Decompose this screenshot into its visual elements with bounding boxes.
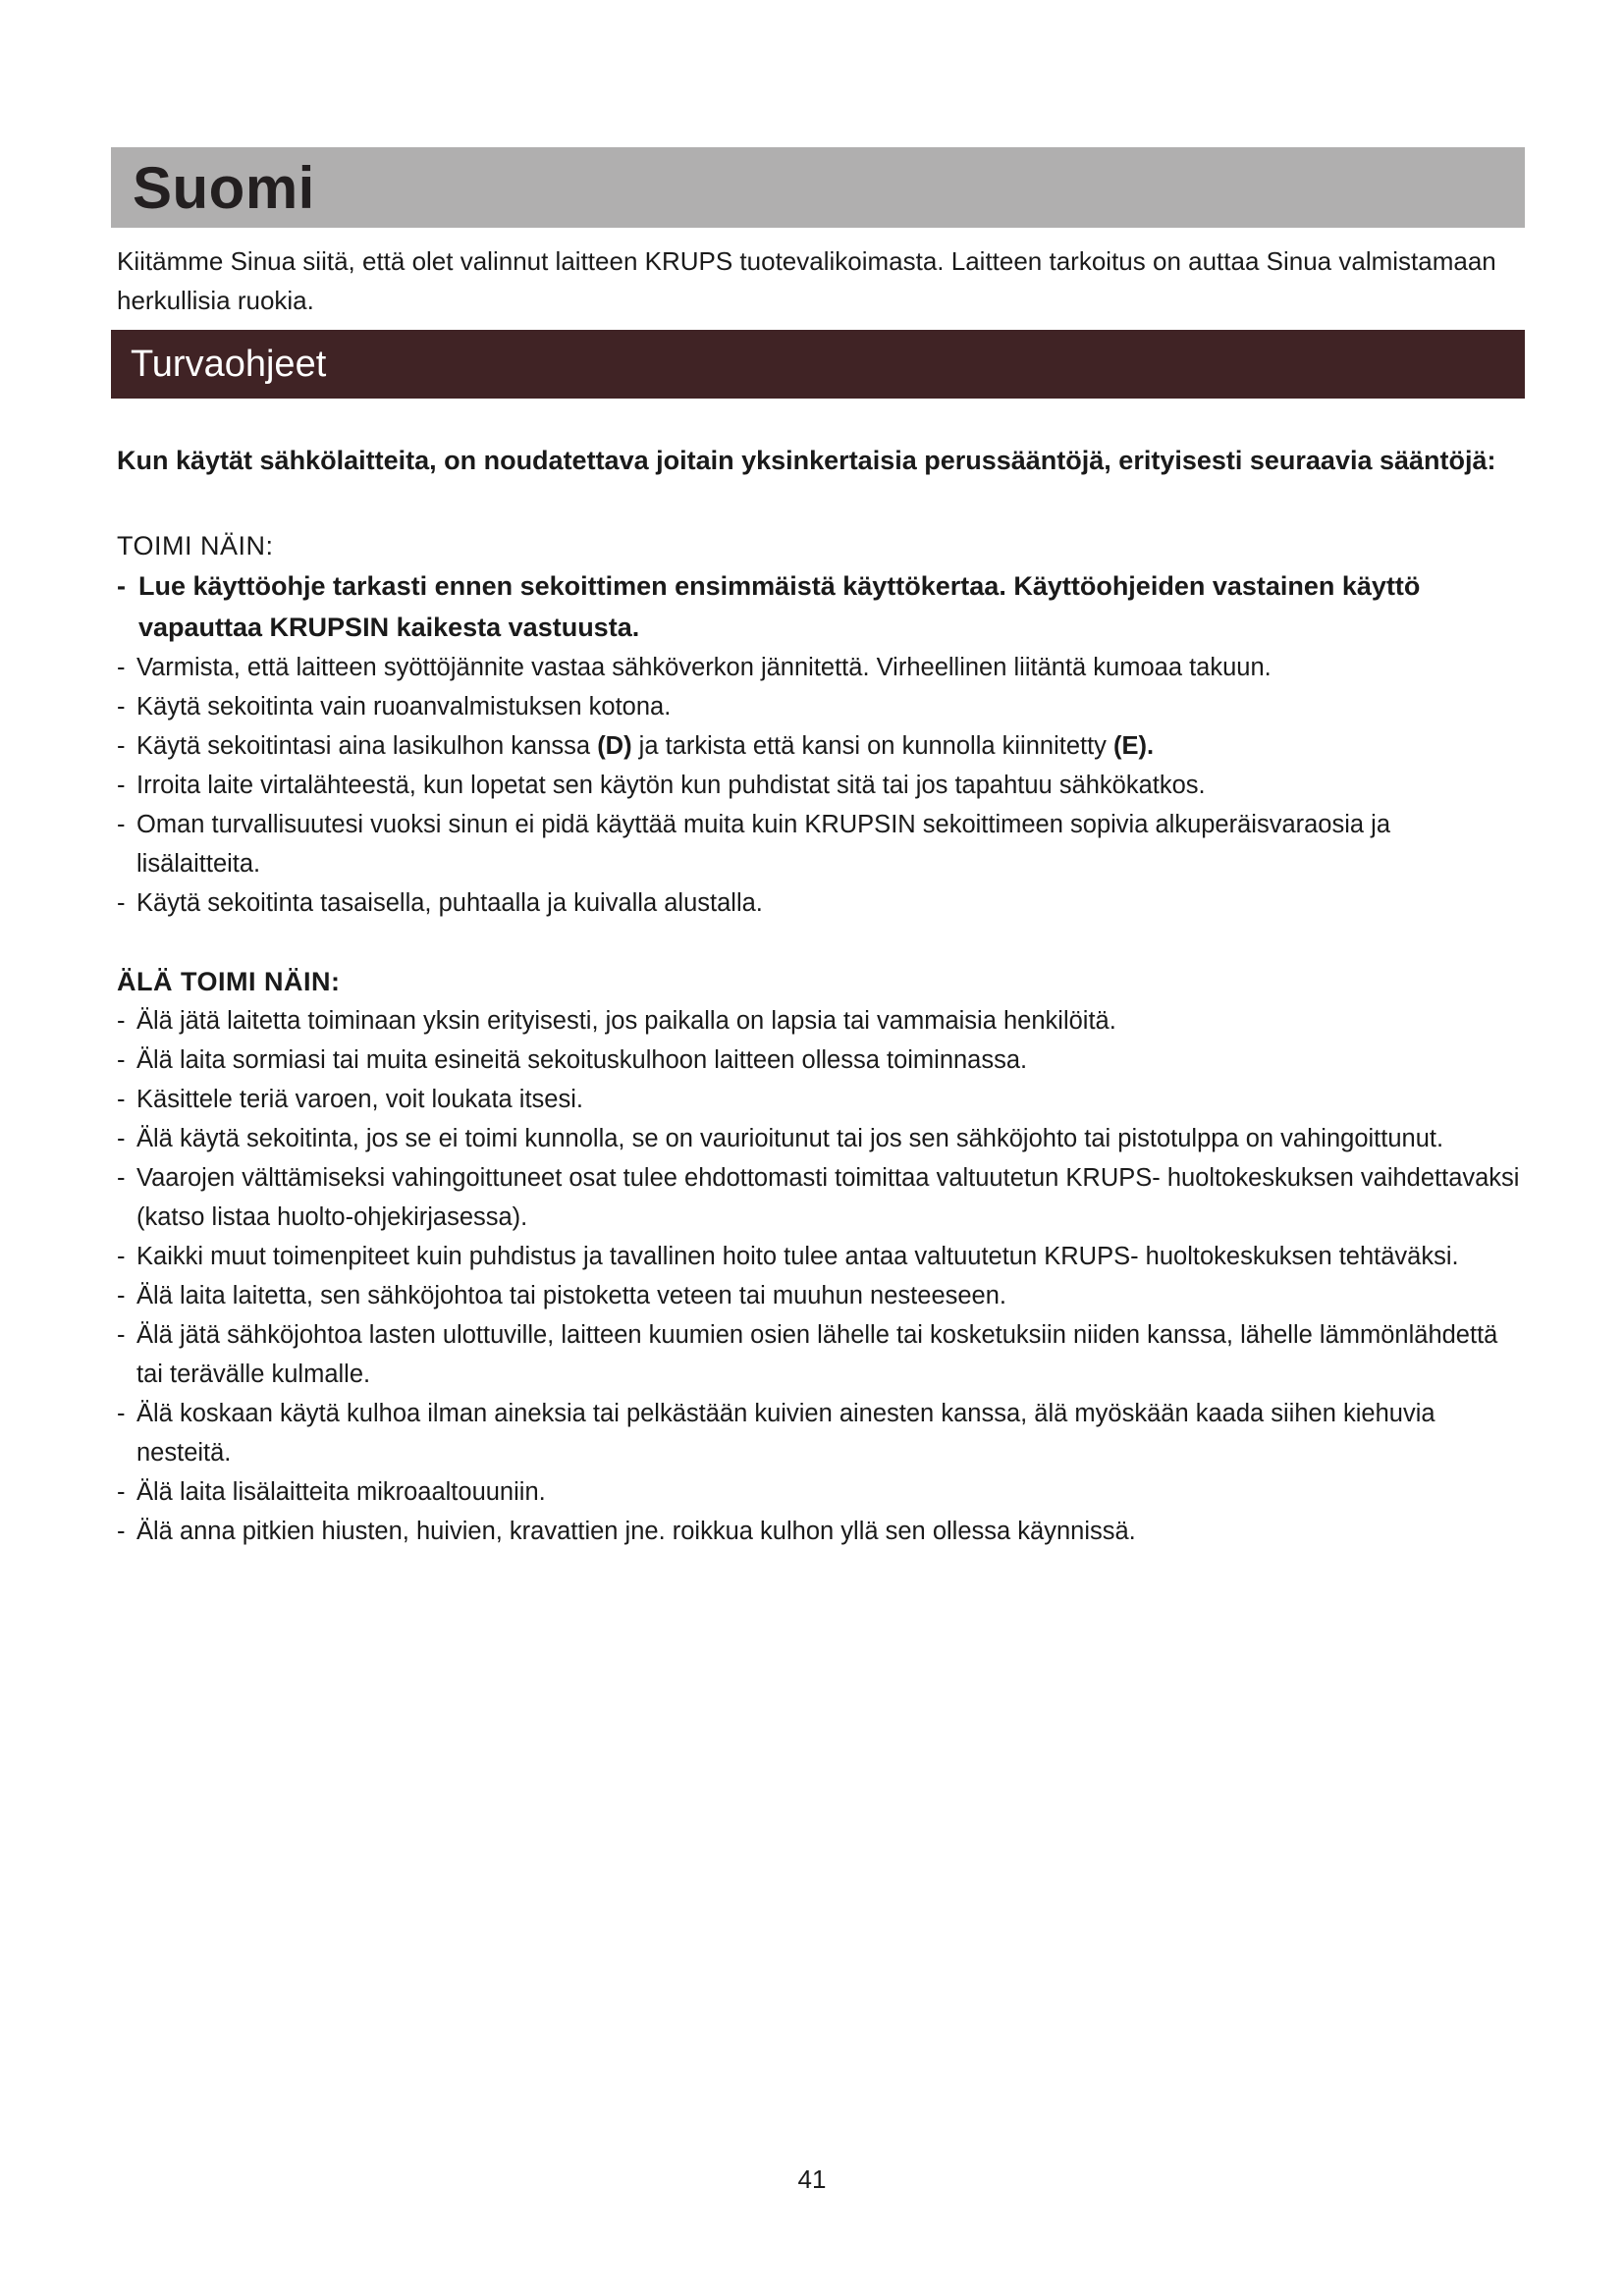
list-item: - Vaarojen välttämiseksi vahingoittuneet osat tulee ehdottomasti toimittaa valtuutetun KRUPS- huoltokeskuksen vaihdettavaksi (katso listaa huolto-ohjekirjasessa).: [117, 1158, 1521, 1237]
list-item: - Älä koskaan käytä kulhoa ilman aineksia tai pelkästään kuivien ainesten kanssa, älä myöskään kaada siihen kiehuvia nesteitä.: [117, 1394, 1521, 1472]
document-page: [111, 147, 1525, 1551]
section-title: Turvaohjeet: [131, 343, 327, 385]
list-item: - Älä käytä sekoitinta, jos se ei toimi kunnolla, se on vaurioitunut tai jos sen sähköjohto tai pistotulppa on vahingoittunut.: [117, 1119, 1521, 1158]
list-item: - Älä anna pitkien hiusten, huivien, kravattien jne. roikkua kulhon yllä sen ollessa käynnissä.: [117, 1512, 1521, 1551]
list-item: - Älä laita laitetta, sen sähköjohtoa tai pistoketta veteen tai muuhun nesteeseen.: [117, 1276, 1521, 1315]
list-item: - Lue käyttöohje tarkasti ennen sekoittimen ensimmäistä käyttökertaa. Käyttöohjeiden vastainen käyttö vapauttaa KRUPSIN kaikesta vastuusta.: [117, 565, 1521, 648]
part-reference-d: (D): [597, 732, 632, 760]
list-item: - Älä jätä sähköjohtoa lasten ulottuville, laitteen kuumien osien lähelle tai kosketuksiin niiden kanssa, lähelle lämmönlähdettä tai terävälle kulmalle.: [117, 1315, 1521, 1394]
list-item: - Varmista, että laitteen syöttöjännite vastaa sähköverkon jännitettä. Virheellinen liitäntä kumoaa takuun.: [117, 648, 1521, 687]
dont-list: [117, 1001, 1521, 1551]
list-item: - Käytä sekoitinta vain ruoanvalmistuksen kotona.: [117, 687, 1521, 726]
list-item: - Älä laita lisälaitteita mikroaaltouuniin.: [117, 1472, 1521, 1512]
lead-paragraph: Kun käytät sähkölaitteita, on noudatettava joitain yksinkertaisia perussääntöjä, erityisesti seuraavia sääntöjä:: [117, 446, 1496, 475]
list-item: - Käytä sekoitinta tasaisella, puhtaalla ja kuivalla alustalla.: [117, 883, 1521, 923]
list-item-text: ja tarkista että kansi on kunnolla kiinnitetty: [631, 732, 1114, 760]
list-item-text: Käytä sekoitintasi aina lasikulhon kanssa: [136, 732, 598, 760]
page-number: 41: [797, 2164, 827, 2194]
list-item: - Irroita laite virtalähteestä, kun lopetat sen käytön kun puhdistat sitä tai jos tapahtuu sähkökatkos.: [117, 766, 1521, 805]
list-item: - Käsittele teriä varoen, voit loukata itsesi.: [117, 1080, 1521, 1119]
language-header: [111, 147, 1525, 228]
language-title: Suomi: [133, 154, 315, 221]
list-item: - Kaikki muut toimenpiteet kuin puhdistus ja tavallinen hoito tulee antaa valtuutetun KRUPS- huoltokeskuksen tehtäväksi.: [117, 1237, 1521, 1276]
list-item: - Älä laita sormiasi tai muita esineitä sekoituskulhoon laitteen ollessa toiminnassa.: [117, 1041, 1521, 1080]
dont-heading: ÄLÄ TOIMI NÄIN:: [117, 967, 341, 996]
section-header-bar: [111, 330, 1525, 399]
list-item: - Oman turvallisuutesi vuoksi sinun ei pidä käyttää muita kuin KRUPSIN sekoittimeen sopivia alkuperäisvaraosia ja lisälaitteita.: [117, 805, 1521, 883]
part-reference-e: (E).: [1113, 732, 1155, 760]
intro-paragraph: Kiitämme Sinua siitä, että olet valinnut laitteen KRUPS tuotevalikoimasta. Laitteen tarkoitus on auttaa Sinua valmistamaan herkullisia ruokia.: [117, 246, 1496, 315]
list-item: [117, 726, 1521, 766]
list-item: - Älä jätä laitetta toiminaan yksin erityisesti, jos paikalla on lapsia tai vammaisia henkilöitä.: [117, 1001, 1521, 1041]
do-heading: TOIMI NÄIN:: [117, 531, 274, 561]
do-list: [117, 565, 1521, 923]
